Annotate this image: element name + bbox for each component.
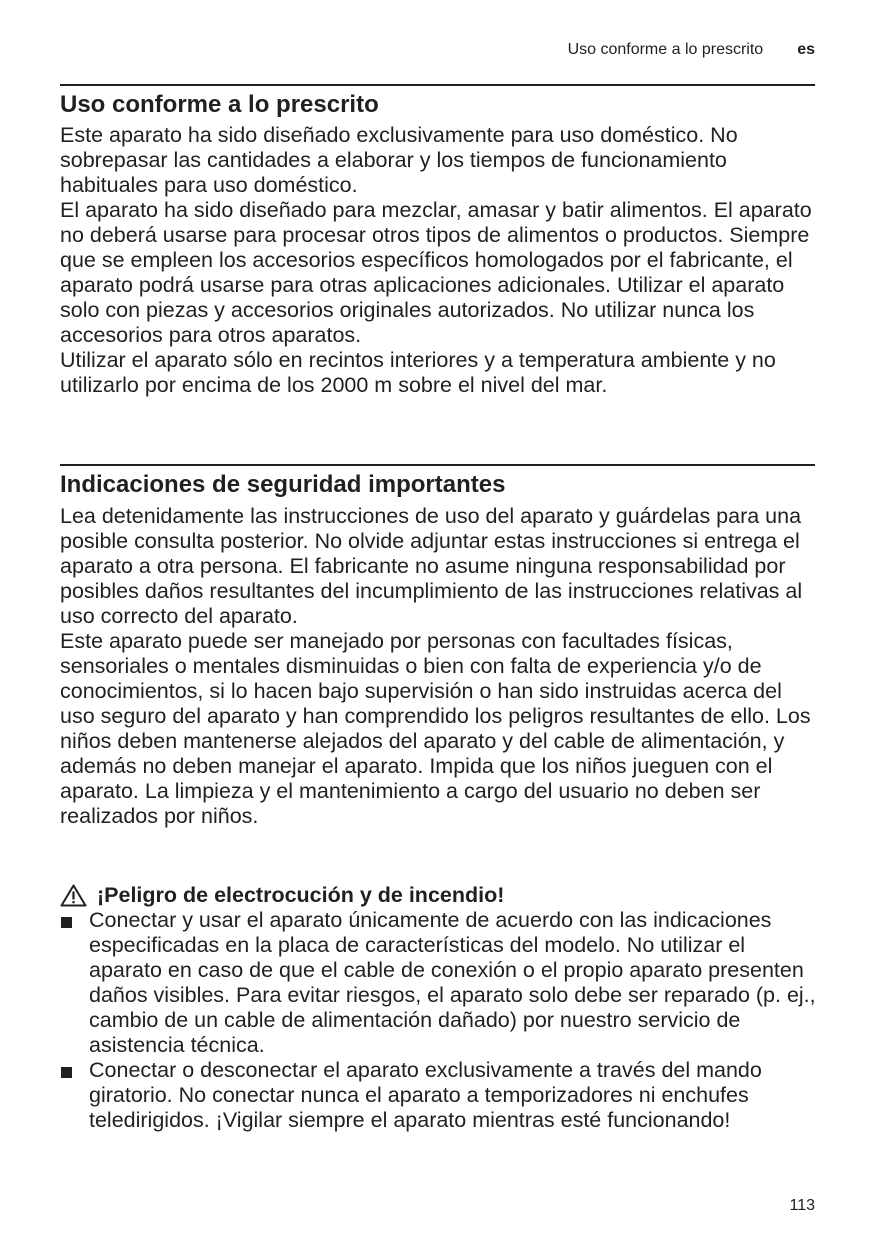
section-divider-1: [60, 84, 815, 86]
section-body-uso: [60, 123, 820, 398]
section-body-seguridad: [60, 504, 820, 829]
list-item: [60, 1058, 820, 1133]
page-number: 113: [789, 1197, 815, 1214]
bullet-square-icon: [61, 917, 72, 928]
bullet-square-icon: [61, 1067, 72, 1078]
section-title-uso: Uso conforme a lo prescrito: [60, 91, 379, 118]
safety-bullet-list: [60, 908, 820, 1133]
paragraph: Utilizar el aparato sólo en recintos interiores y a temperatura ambiente y no utilizarlo por encima de los 2000 m sobre el nivel del mar.: [60, 348, 776, 397]
warning-title: ¡Peligro de electrocución y de incendio!: [97, 883, 505, 907]
warning-triangle-icon: [60, 884, 87, 907]
list-item: [60, 908, 820, 1058]
language-code: es: [797, 41, 815, 58]
paragraph: Este aparato ha sido diseñado exclusivamente para uso doméstico. No sobrepasar las cantidades a elaborar y los tiempos de funcionamiento habituales para uso doméstico.: [60, 123, 738, 197]
list-item-text: Conectar o desconectar el aparato exclusivamente a través del mando giratorio. No conectar nunca el aparato a temporizadores ni enchufes teledirigidos. ¡Vigilar siempre el aparato mientras esté funcionando!: [89, 1058, 762, 1132]
paragraph: Lea detenidamente las instrucciones de uso del aparato y guárdelas para una posible consulta posterior. No olvide adjuntar estas instrucciones si entrega el aparato a otra persona. El fabricante no asume ninguna responsabilidad por posibles daños resultantes del incumplimiento de las instrucciones relativas al uso correcto del aparato.: [60, 504, 803, 628]
warning-heading: [60, 882, 504, 908]
paragraph: El aparato ha sido diseñado para mezclar, amasar y batir alimentos. El aparato no deberá usarse para procesar otros tipos de alimentos o productos. Siempre que se empleen los accesorios específicos homologados por el fabricante, el aparato podrá usarse para otras aplicaciones adicionales. Utilizar el aparato solo con piezas y accesorios originales autorizados. No utilizar nunca los accesorios para otros aparatos.: [60, 198, 812, 347]
paragraph: Este aparato puede ser manejado por personas con facultades físicas, sensoriales o mentales disminuidas o bien con falta de experiencia y/o de conocimientos, si lo hacen bajo supervisión o han sido instruidas acerca del uso seguro del aparato y han comprendido los peligros resultantes de ello. Los niños deben mantenerse alejados del aparato y del cable de alimentación, y además no deben manejar el aparato. Impida que los niños jueguen con el aparato. La limpieza y el mantenimiento a cargo del usuario no deben ser realizados por niños.: [60, 629, 811, 828]
list-item-text: Conectar y usar el aparato únicamente de acuerdo con las indicaciones especificadas en la placa de características del modelo. No utilizar el aparato en caso de que el cable de conexión o el propio aparato presenten daños visibles. Para evitar riesgos, el aparato solo debe ser reparado (p. ej., cambio de un cable de alimentación dañado) por nuestro servicio de asistencia técnica.: [89, 908, 816, 1057]
running-title: Uso conforme a lo prescrito: [567, 41, 764, 58]
running-header: [568, 40, 815, 60]
section-title-seguridad: Indicaciones de seguridad importantes: [60, 471, 506, 498]
section-divider-2: [60, 464, 815, 466]
